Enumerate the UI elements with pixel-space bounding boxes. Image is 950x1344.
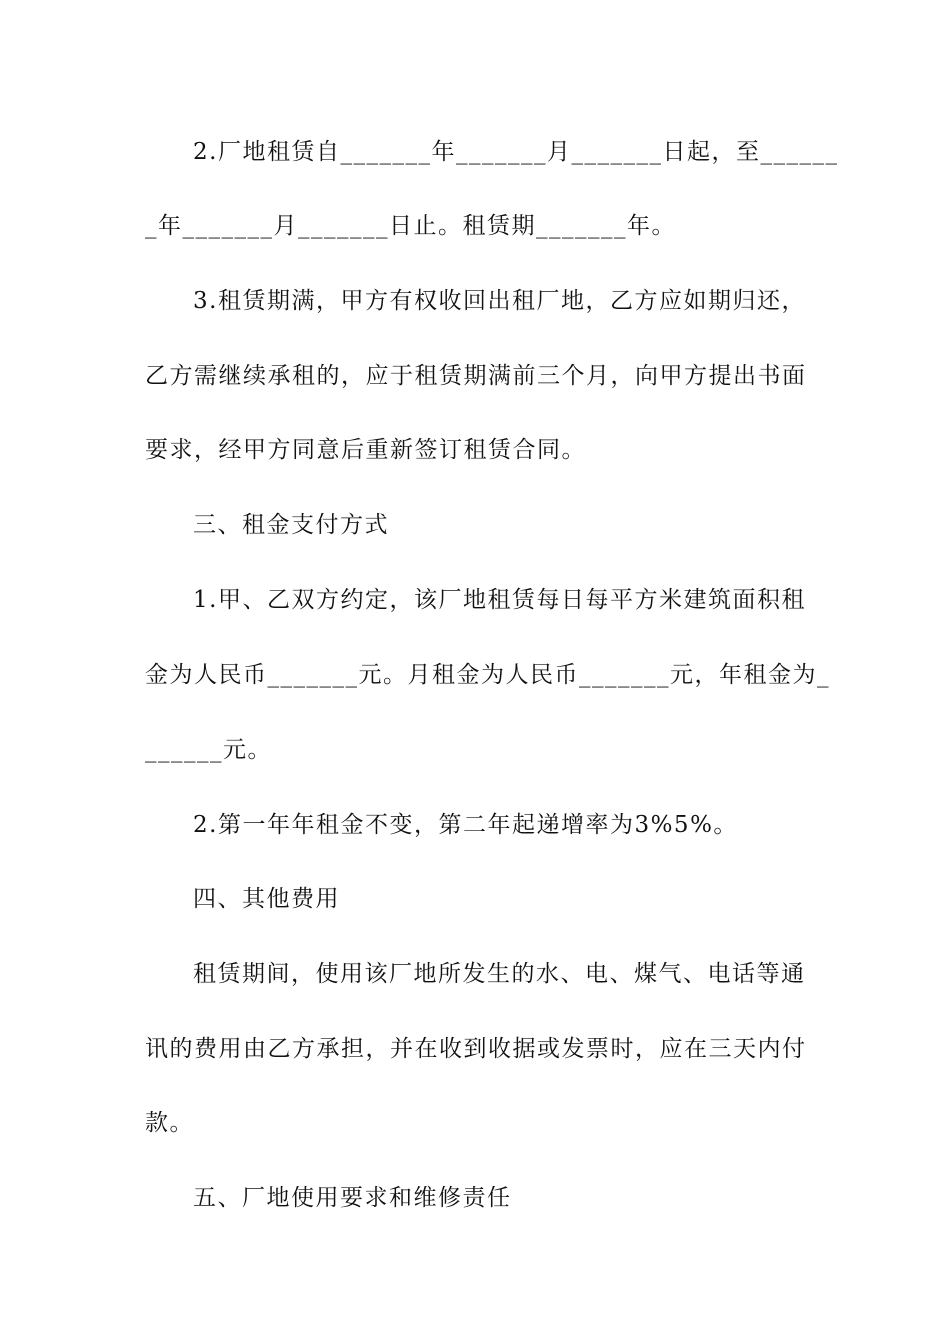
section-5-heading: 五、厂地使用要求和维修责任 <box>193 1185 512 1211</box>
clause-2-lease-period-line-1: 2.厂地租赁自_______年_______月_______日起，至______ <box>193 139 839 165</box>
clause-2-lease-period-line-2: _年_______月_______日止。租赁期_______年。 <box>145 213 676 239</box>
rent-clause-2: 2.第一年年租金不变，第二年起递增率为3%5%。 <box>193 812 738 838</box>
clause-3-expiry-line-1: 3.租赁期满，甲方有权收回出租厂地，乙方应如期归还， <box>193 288 806 314</box>
other-fees-line-3: 款。 <box>145 1110 194 1136</box>
section-4-heading: 四、其他费用 <box>193 886 340 912</box>
rent-clause-1-line-2: 金为人民币_______元。月租金为人民币_______元，年租金为_ <box>145 662 830 688</box>
other-fees-line-1: 租赁期间，使用该厂地所发生的水、电、煤气、电话等通 <box>193 961 806 987</box>
rent-clause-1-line-1: 1.甲、乙双方约定，该厂地租赁每日每平方米建筑面积租 <box>193 587 806 613</box>
other-fees-line-2: 讯的费用由乙方承担，并在收到收据或发票时，应在三天内付 <box>145 1036 807 1062</box>
rent-clause-1-line-3: ______元。 <box>145 737 272 763</box>
clause-3-expiry-line-2: 乙方需继续承租的，应于租赁期满前三个月，向甲方提出书面 <box>145 363 807 389</box>
section-3-heading: 三、租金支付方式 <box>193 512 389 538</box>
clause-3-expiry-line-3: 要求，经甲方同意后重新签订租赁合同。 <box>145 437 586 463</box>
